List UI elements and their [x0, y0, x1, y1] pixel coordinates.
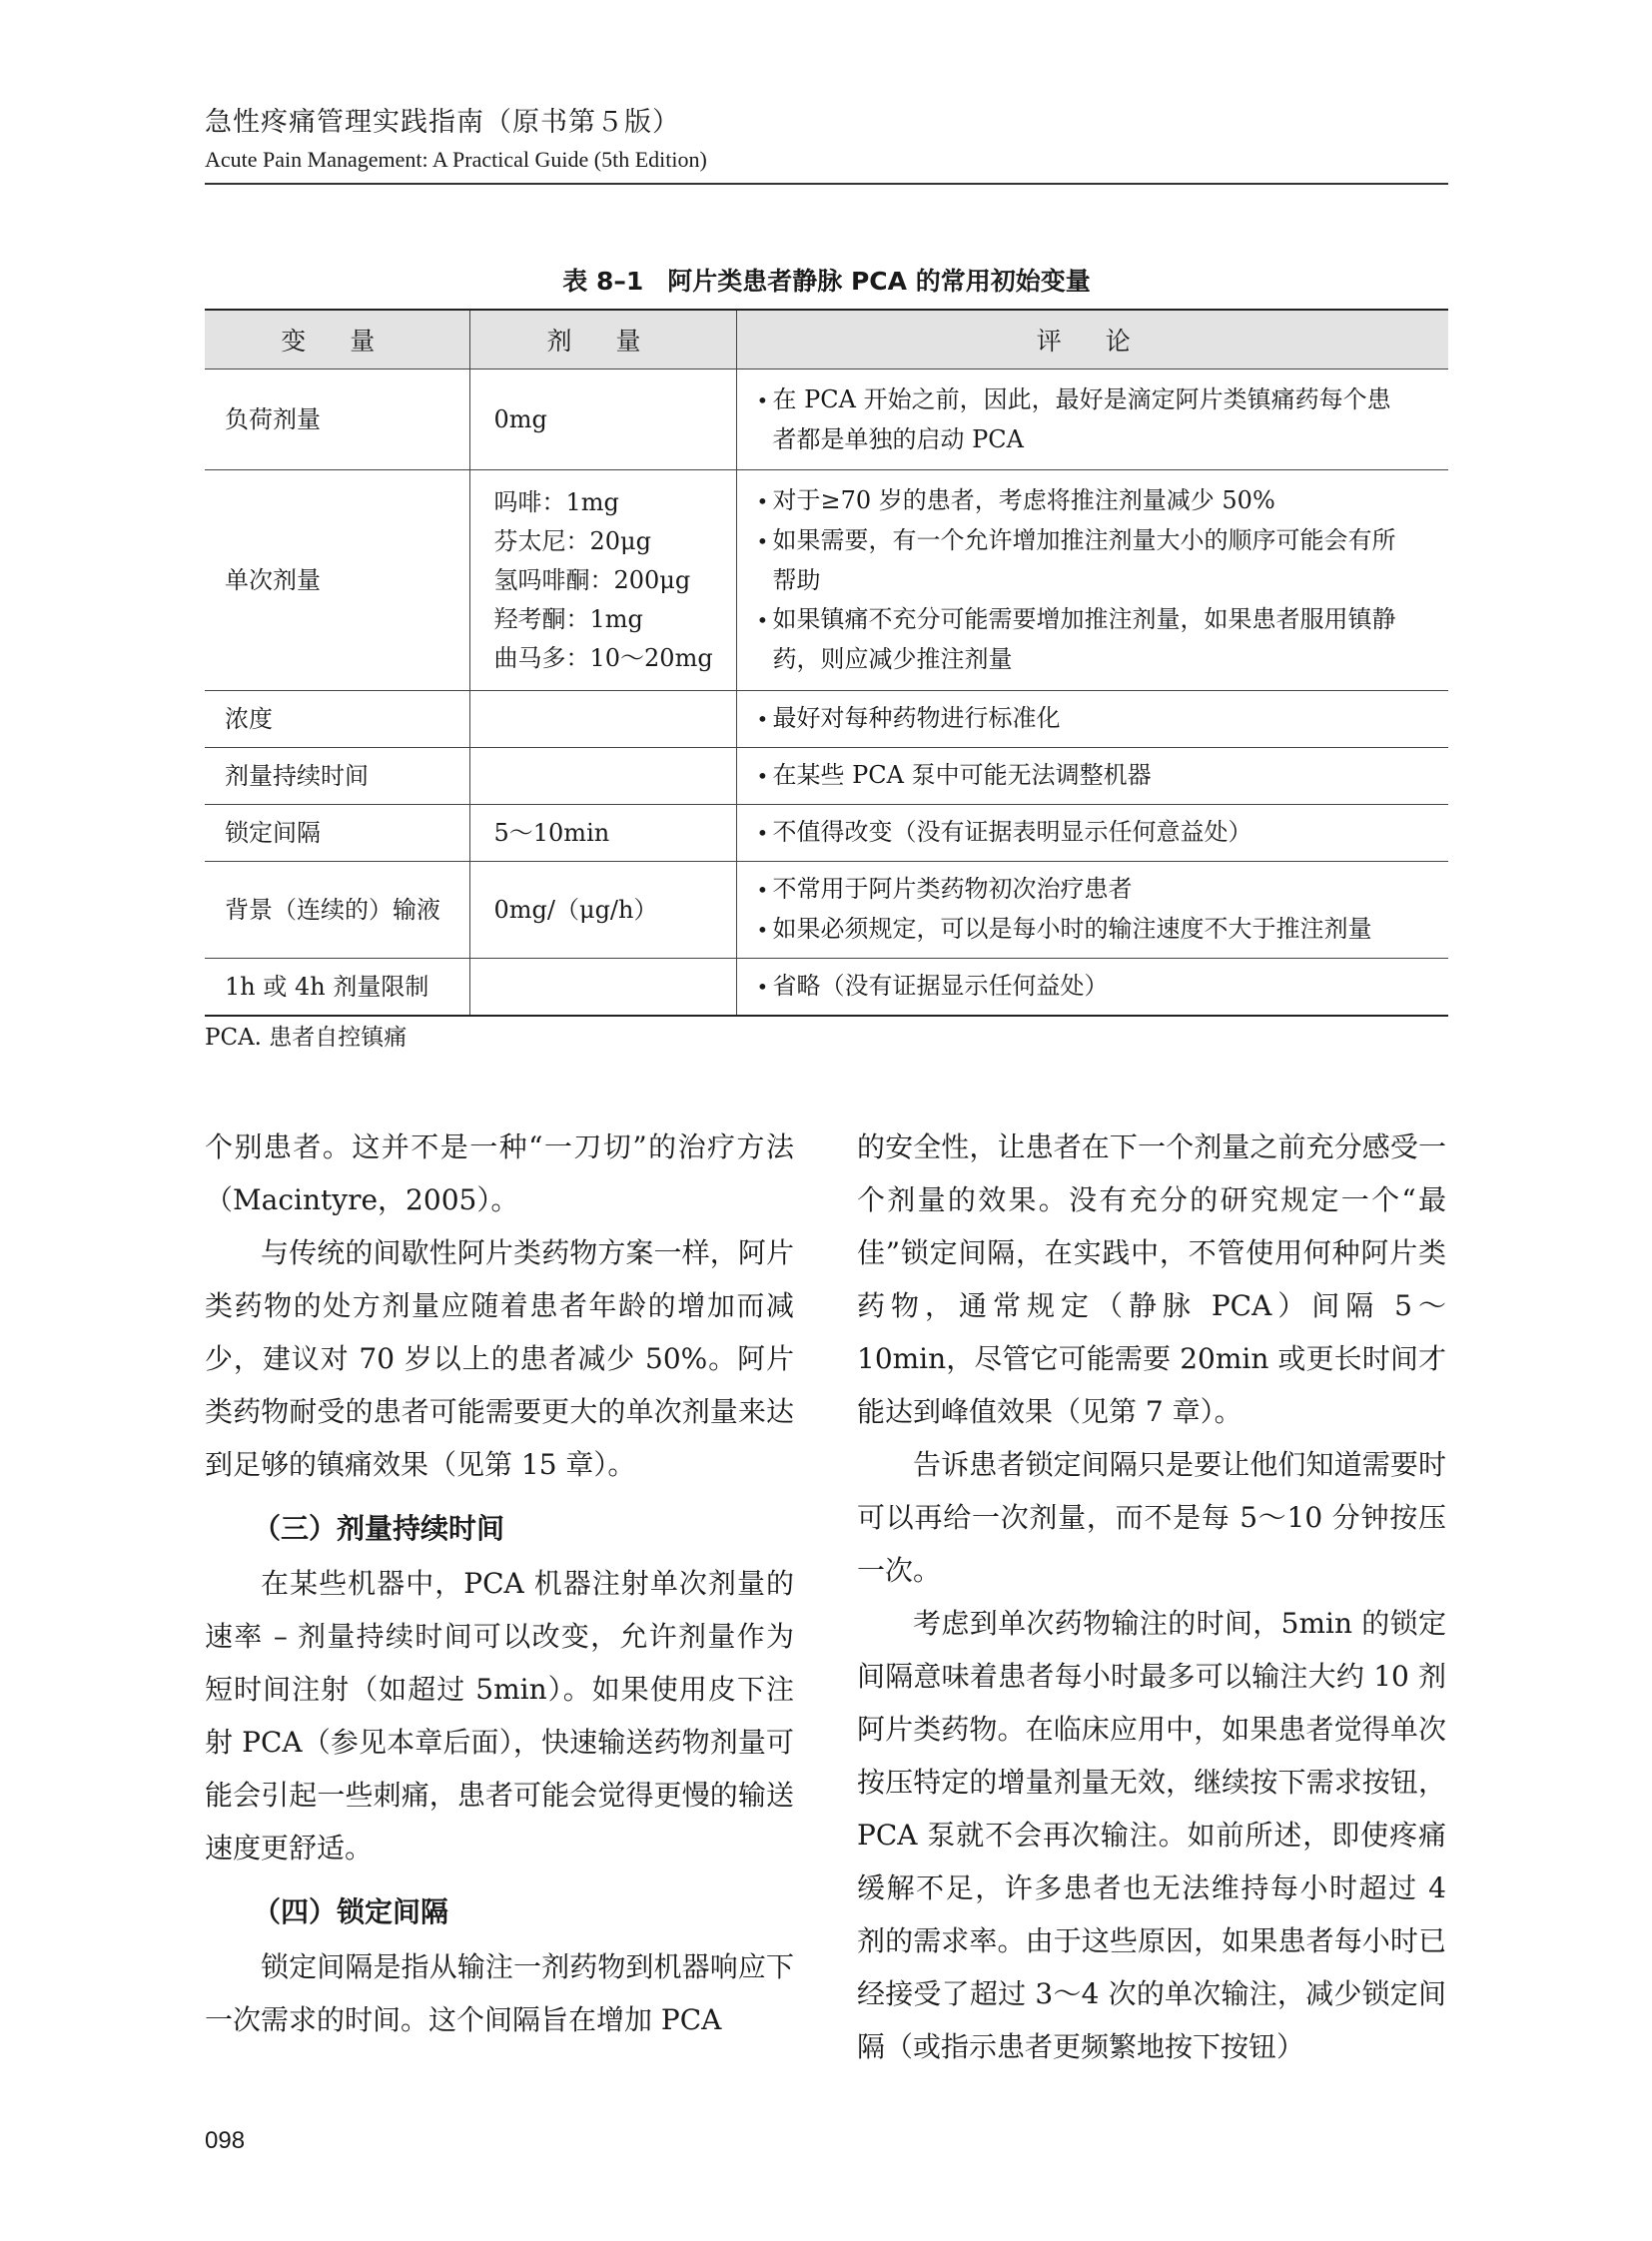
book-title-cn: 急性疼痛管理实践指南（原书第５版）	[205, 107, 680, 138]
variable-cell: 单次剂量	[205, 470, 469, 691]
paragraph: 个别患者。这并不是一种“一刀切”的治疗方法（Macintyre，2005）。	[205, 1130, 794, 1216]
right-text-column	[857, 1120, 1446, 2073]
dose-cell	[469, 370, 736, 470]
comment-cell	[736, 470, 1448, 691]
variable-cell: 锁定间隔	[205, 805, 469, 862]
dose-cell	[469, 748, 736, 805]
dose-value: 芬太尼：20μg	[493, 526, 651, 555]
dose-cell	[469, 470, 736, 691]
comment-bullet: • 如果必须规定，可以是每小时的输注速度不大于推注剂量	[757, 910, 1439, 950]
comment-cell	[736, 959, 1448, 1017]
comment-bullet: • 对于≥70 岁的患者，考虑将推注剂量减少 50%	[757, 481, 1439, 521]
variable-cell: 负荷剂量	[205, 370, 469, 470]
dose-value: 0mg	[493, 404, 547, 433]
paragraph: 锁定间隔是指从输注一剂药物到机器响应下一次需求的时间。这个间隔旨在增加 PCA	[205, 1950, 794, 2036]
table-title: 阿片类患者静脉 PCA 的常用初始变量	[667, 267, 1091, 296]
col-header-comment: 评 论	[736, 310, 1448, 370]
paragraph: 在某些机器中，PCA 机器注射单次剂量的速率 – 剂量持续时间可以改变，允许剂量作为短时间注射（如超过 5min）。如果使用皮下注射 PCA（参见本章后面），快速输送药物剂量可能会引起一些刺痛，患者可能会觉得更慢的输送速度更舒适。	[205, 1567, 794, 1865]
dose-value: 吗啡：1mg	[493, 487, 619, 516]
table-number: 表 8–1	[562, 267, 644, 296]
comment-continuation: 者都是单独的启动 PCA	[772, 424, 1024, 453]
table-footnote: PCA. 患者自控镇痛	[205, 1025, 408, 1051]
comment-continuation: 帮助	[772, 566, 821, 594]
dose-value: 羟考酮：1mg	[493, 604, 643, 633]
comment-bullet: • 不常用于阿片类药物初次治疗患者	[757, 870, 1439, 910]
dose-cell	[469, 862, 736, 959]
variable-cell: 剂量持续时间	[205, 748, 469, 805]
book-title-en: Acute Pain Management: A Practical Guide (5th Edition)	[205, 147, 707, 172]
dose-value: 5～10min	[493, 818, 610, 847]
header-rule	[205, 183, 1448, 185]
paragraph: 与传统的间歇性阿片类药物方案一样，阿片类药物的处方剂量应随着患者年龄的增加而减少，建议对 70 岁以上的患者减少 50%。阿片类药物耐受的患者可能需要更大的单次剂量来达到足够的镇痛效果（见第 15 章）。	[205, 1236, 794, 1481]
table-row	[205, 748, 1448, 805]
table-caption	[205, 262, 1448, 298]
comment-bullet: • 省略（没有证据显示任何益处）	[757, 967, 1439, 1007]
dose-value: 0mg/（μg/h）	[493, 895, 658, 924]
comment-bullet: • 如果需要，有一个允许增加推注剂量大小的顺序可能会有所	[757, 521, 1439, 561]
dose-cell	[469, 805, 736, 862]
section-heading: （四）锁定间隔	[253, 1895, 449, 1928]
comment-continuation: 药，则应减少推注剂量	[772, 645, 1013, 673]
dose-value: 氢吗啡酮：200μg	[493, 565, 691, 594]
comment-cell	[736, 370, 1448, 470]
comment-bullet: • 在某些 PCA 泵中可能无法调整机器	[757, 756, 1439, 796]
dose-cell	[469, 959, 736, 1017]
left-text-column	[205, 1120, 794, 2046]
comment-cell	[736, 805, 1448, 862]
table-row	[205, 805, 1448, 862]
table-header-row	[205, 310, 1448, 370]
table-row	[205, 862, 1448, 959]
dose-cell	[469, 691, 736, 748]
comment-cell	[736, 691, 1448, 748]
page-number: 098	[205, 2127, 246, 2154]
comment-cell	[736, 748, 1448, 805]
table-row	[205, 959, 1448, 1017]
comment-bullet: • 不值得改变（没有证据表明显示任何意益处）	[757, 813, 1439, 853]
table-row	[205, 370, 1448, 470]
paragraph: 的安全性，让患者在下一个剂量之前充分感受一个剂量的效果。没有充分的研究规定一个“最佳”锁定间隔，在实践中，不管使用何种阿片类药物，通常规定（静脉 PCA）间隔 5～10min，尽管它可能需要 20min 或更长时间才能达到峰值效果（见第 7 章）。	[857, 1130, 1446, 1428]
variable-cell: 背景（连续的）输液	[205, 862, 469, 959]
comment-bullet: • 最好对每种药物进行标准化	[757, 699, 1439, 739]
dose-value: 曲马多：10～20mg	[493, 643, 713, 672]
col-header-variable: 变 量	[205, 310, 469, 370]
col-header-dose: 剂 量	[469, 310, 736, 370]
variable-cell: 1h 或 4h 剂量限制	[205, 959, 469, 1017]
comment-bullet: • 在 PCA 开始之前，因此，最好是滴定阿片类镇痛药每个患	[757, 380, 1439, 420]
table-row	[205, 691, 1448, 748]
paragraph: 考虑到单次药物输注的时间，5min 的锁定间隔意味着患者每小时最多可以输注大约 10 剂阿片类药物。在临床应用中，如果患者觉得单次按压特定的增量剂量无效，继续按下需求按钮，PCA 泵就不会再次输注。如前所述，即使疼痛缓解不足，许多患者也无法维持每小时超过 4 剂的需求率。由于这些原因，如果患者每小时已经接受了超过 3～4 次的单次输注，减少锁定间隔（或指示患者更频繁地按下按钮）	[857, 1607, 1446, 2063]
running-header	[205, 100, 1448, 173]
section-heading: （三）剂量持续时间	[253, 1512, 505, 1545]
paragraph: 告诉患者锁定间隔只是要让他们知道需要时可以再给一次剂量，而不是每 5～10 分钟按压一次。	[857, 1448, 1446, 1587]
variable-cell: 浓度	[205, 691, 469, 748]
table-row	[205, 470, 1448, 691]
comment-bullet: • 如果镇痛不充分可能需要增加推注剂量，如果患者服用镇静	[757, 600, 1439, 640]
comment-cell	[736, 862, 1448, 959]
pca-variables-table	[205, 309, 1448, 1017]
